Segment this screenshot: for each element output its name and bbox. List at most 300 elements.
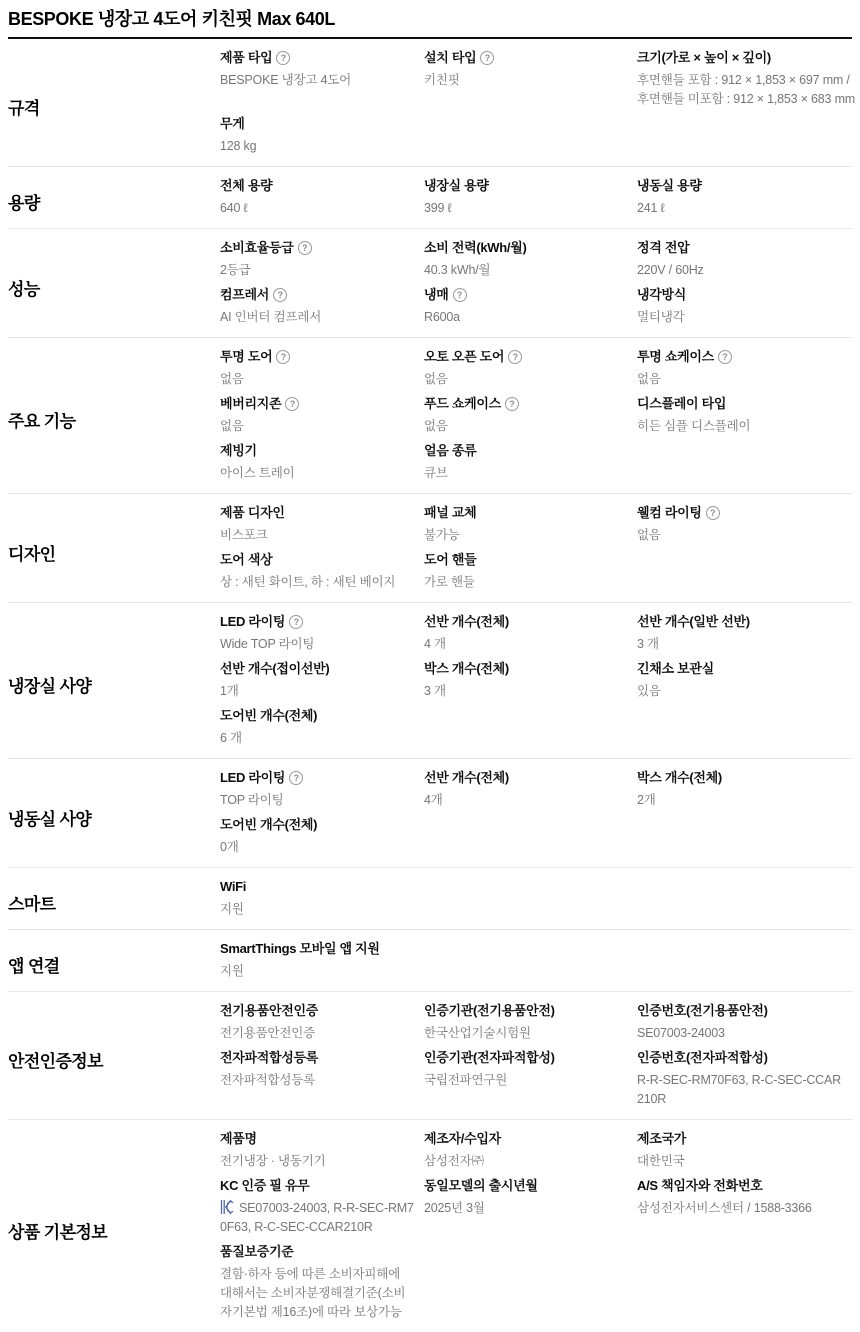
spec-value (424, 308, 627, 327)
spec-label (637, 770, 842, 786)
spec-cell (220, 1178, 424, 1237)
spec-label-text: 냉장실 용량 (424, 178, 489, 193)
spec-value (424, 1152, 627, 1171)
spec-label-text: 설치 타입 (424, 50, 477, 65)
spec-cell (220, 817, 424, 857)
spec-label-text: 선반 개수(일반 선반) (637, 614, 750, 629)
section-grid (220, 614, 852, 755)
section-title-main-features: 주요 기능 (8, 412, 76, 431)
section-main-features (8, 338, 852, 494)
spec-value (220, 635, 414, 654)
spec-value (220, 573, 414, 592)
info-icon[interactable]: ? (453, 288, 467, 302)
spec-value (637, 1071, 842, 1109)
spec-value-line (424, 635, 627, 654)
spec-label-text: 무게 (220, 116, 245, 131)
spec-label-text: LED 라이팅 (220, 770, 286, 785)
section-fridge-specs (8, 603, 852, 759)
spec-label-text: KC 인증 필 유무 (220, 1178, 310, 1193)
page-header (8, 0, 852, 39)
section-title-dimensions: 규격 (8, 99, 40, 118)
spec-cell (220, 287, 424, 327)
spec-label (637, 178, 842, 194)
spec-value-line (220, 838, 414, 857)
spec-value (424, 573, 627, 592)
spec-value-text: 후면핸들 포함 : 912 × 1,853 × 697 mm / (637, 73, 850, 87)
spec-label-text: 도어 색상 (220, 552, 273, 567)
spec-cell (424, 1003, 637, 1043)
spec-value-line (220, 1071, 414, 1090)
spec-value-line (220, 71, 414, 90)
spec-value (220, 900, 414, 919)
spec-cell (220, 1244, 424, 1322)
spec-cell (424, 178, 637, 218)
spec-value (220, 308, 414, 327)
section-title-product-basic-info: 상품 기본정보 (8, 1222, 108, 1242)
spec-cell (220, 396, 424, 436)
spec-value-text: 아이스 트레이 (220, 466, 295, 480)
spec-label-text: 웰컴 라이팅 (637, 505, 702, 520)
spec-value-text: BESPOKE 냉장고 4도어 (220, 73, 352, 87)
spec-value-text: 없음 (637, 372, 661, 386)
spec-value-line (637, 1152, 842, 1171)
section-title-capacity: 용량 (8, 194, 40, 213)
spec-value-text: 4개 (424, 793, 443, 807)
spec-value (637, 1024, 842, 1043)
spec-value-line (637, 370, 842, 389)
spec-value-text: 키친핏 (424, 73, 460, 87)
section-grid (220, 178, 852, 225)
spec-cell (220, 1003, 424, 1043)
spec-value-line (424, 464, 627, 483)
spec-value-text: 국립전파연구원 (424, 1073, 508, 1087)
spec-value (424, 417, 627, 436)
spec-value-text: 지원 (220, 902, 244, 916)
spec-value-line (424, 370, 627, 389)
info-icon[interactable]: ? (289, 771, 303, 785)
info-icon[interactable]: ? (718, 350, 732, 364)
spec-value-text: 불가능 (424, 528, 460, 542)
spec-label-text: 인증번호(전기용품안전) (637, 1003, 768, 1018)
spec-label (424, 178, 627, 194)
spec-value-text: 비스포크 (220, 528, 268, 542)
spec-value (637, 682, 842, 701)
section-grid (220, 879, 852, 926)
spec-value (424, 791, 627, 810)
spec-value-line (424, 1071, 627, 1090)
spec-value (424, 261, 627, 280)
spec-label (220, 1003, 414, 1019)
spec-value-line (220, 682, 414, 701)
spec-value-text: 2025년 3월 (424, 1201, 485, 1215)
spec-label (424, 1178, 627, 1194)
spec-value-text: 1개 (220, 684, 239, 698)
spec-label-text: 인증기관(전자파적합성) (424, 1050, 555, 1065)
spec-value-text: AI 인버터 컴프레서 (220, 310, 322, 324)
spec-cell (220, 941, 424, 981)
spec-value-text: 전자파적합성등록 (220, 1073, 316, 1087)
spec-label (220, 614, 414, 630)
spec-label-text: WiFi (220, 879, 247, 894)
spec-value-line (637, 71, 855, 90)
spec-label (424, 1131, 627, 1147)
spec-label (220, 817, 414, 833)
spec-label-text: 크기(가로 × 높이 × 깊이) (637, 50, 771, 65)
spec-label-text: 제품 타입 (220, 50, 273, 65)
spec-value-text: 2등급 (220, 263, 251, 277)
spec-cell (424, 287, 637, 327)
section-grid (220, 1131, 852, 1329)
spec-value (637, 308, 842, 327)
spec-label (220, 941, 414, 957)
spec-value-line (637, 261, 842, 280)
spec-value (637, 1152, 842, 1171)
spec-label (220, 770, 414, 786)
spec-value-line (424, 71, 627, 90)
info-icon[interactable]: ? (276, 51, 290, 65)
spec-label (220, 708, 414, 724)
spec-value (220, 370, 414, 389)
spec-cell (424, 1131, 637, 1171)
spec-value-text: 128 kg (220, 139, 257, 153)
spec-cell (220, 708, 424, 748)
spec-value-text: 220V / 60Hz (637, 263, 704, 277)
spec-label (220, 1244, 414, 1260)
spec-value-line (637, 90, 855, 109)
spec-cell (637, 50, 860, 109)
spec-label-text: 선반 개수(전체) (424, 614, 509, 629)
spec-label-text: 인증기관(전기용품안전) (424, 1003, 555, 1018)
spec-cell (220, 505, 424, 545)
spec-cell (424, 661, 637, 701)
spec-value (220, 464, 414, 483)
spec-value-text: 4 개 (424, 637, 446, 651)
spec-value-text: 상 : 새틴 화이트, 하 : 새틴 베이지 (220, 575, 396, 589)
spec-cell (637, 614, 852, 654)
spec-value-line (424, 261, 627, 280)
spec-label-text: 패널 교체 (424, 505, 477, 520)
spec-value (220, 838, 414, 857)
spec-value-line (424, 1199, 627, 1218)
spec-value-line (220, 526, 414, 545)
section-title-design: 디자인 (8, 544, 56, 564)
spec-value (220, 1024, 414, 1043)
spec-value (424, 464, 627, 483)
spec-value (220, 261, 414, 280)
spec-label-text: 전체 용량 (220, 178, 273, 193)
info-icon[interactable]: ? (289, 615, 303, 629)
spec-cell (637, 240, 852, 280)
spec-label (637, 50, 855, 66)
spec-label-text: 긴채소 보관실 (637, 661, 714, 676)
spec-label (220, 1178, 414, 1194)
spec-cell (220, 770, 424, 810)
info-icon[interactable]: ? (505, 397, 519, 411)
spec-value-text: SE07003-24003, R-R-SEC-RM70F63, R-C-SEC-CCAR210R (220, 1201, 414, 1234)
spec-cell (637, 1178, 852, 1218)
spec-label (637, 1131, 842, 1147)
spec-value-text: 3 개 (637, 637, 659, 651)
spec-value-line (220, 573, 414, 592)
spec-value (637, 1199, 842, 1218)
spec-label-text: 제조국가 (637, 1131, 687, 1146)
spec-cell (220, 1050, 424, 1090)
spec-value-line (637, 417, 842, 436)
section-grid (220, 941, 852, 988)
spec-cell (220, 614, 424, 654)
spec-label (637, 614, 842, 630)
spec-cell (637, 1003, 852, 1043)
spec-value-line (424, 308, 627, 327)
spec-cell (424, 614, 637, 654)
spec-value (424, 682, 627, 701)
spec-label-text: 도어빈 개수(전체) (220, 817, 318, 832)
spec-value-line (637, 682, 842, 701)
spec-value-text: 지원 (220, 964, 244, 978)
spec-label-text: 동일모델의 출시년월 (424, 1178, 538, 1193)
spec-cell (424, 349, 637, 389)
spec-label-text: 냉동실 용량 (637, 178, 702, 193)
section-title-app-connect: 앱 연결 (8, 957, 60, 976)
spec-label (424, 505, 627, 521)
spec-value-text: R-R-SEC-RM70F63, R-C-SEC-CCAR210R (637, 1073, 841, 1106)
spec-value-text: 전기용품안전인증 (220, 1026, 316, 1040)
spec-value (424, 199, 627, 218)
spec-cell (424, 1050, 637, 1090)
spec-value (220, 962, 414, 981)
spec-label (637, 349, 842, 365)
spec-label-text: 정격 전압 (637, 240, 690, 255)
section-title-smart: 스마트 (8, 895, 56, 914)
spec-value-line (220, 900, 414, 919)
spec-label (220, 1131, 414, 1147)
spec-value (220, 1071, 414, 1090)
spec-value-line (220, 1024, 414, 1043)
spec-label-text: LED 라이팅 (220, 614, 286, 629)
spec-value (220, 682, 414, 701)
section-certification (8, 992, 852, 1120)
spec-label-text: 도어빈 개수(전체) (220, 708, 318, 723)
spec-label (220, 661, 414, 677)
spec-value-text: 전기냉장 · 냉동기기 (220, 1154, 326, 1168)
spec-value-line (424, 417, 627, 436)
spec-label (637, 396, 842, 412)
spec-label-text: 투명 도어 (220, 349, 273, 364)
spec-label-text: 박스 개수(전체) (424, 661, 509, 676)
spec-value (424, 370, 627, 389)
spec-label (424, 287, 627, 303)
spec-value-line (637, 308, 842, 327)
spec-value (220, 1265, 414, 1322)
spec-label (220, 505, 414, 521)
spec-value (424, 1199, 627, 1218)
spec-value-text: 3 개 (424, 684, 446, 698)
section-dimensions (8, 39, 855, 167)
spec-label (424, 770, 627, 786)
spec-label-text: 박스 개수(전체) (637, 770, 722, 785)
spec-value-text: 가로 핸들 (424, 575, 475, 589)
spec-value (220, 417, 414, 436)
spec-label (637, 240, 842, 256)
spec-label-text: 품질보증기준 (220, 1244, 294, 1259)
spec-value (220, 1199, 414, 1237)
spec-value-line (637, 1071, 842, 1109)
spec-label-text: 소비효율등급 (220, 240, 294, 255)
spec-label-text: 선반 개수(전체) (424, 770, 509, 785)
spec-label-text: 전기용품안전인증 (220, 1003, 319, 1018)
spec-value (637, 791, 842, 810)
spec-cell (637, 770, 852, 810)
spec-value-line (637, 199, 842, 218)
spec-value (637, 199, 842, 218)
spec-value-text: 히든 심플 디스플레이 (637, 419, 751, 433)
spec-label (220, 552, 414, 568)
spec-value (637, 635, 842, 654)
spec-label-text: 전자파적합성등록 (220, 1050, 319, 1065)
spec-label (220, 443, 414, 459)
spec-label (220, 349, 414, 365)
spec-label-text: A/S 책임자와 전화번호 (637, 1178, 763, 1193)
spec-value-line (637, 635, 842, 654)
spec-value-text: 2개 (637, 793, 656, 807)
spec-value (220, 137, 414, 156)
spec-value (424, 1071, 627, 1090)
spec-value-line (424, 199, 627, 218)
spec-label (220, 396, 414, 412)
spec-value (220, 791, 414, 810)
spec-value-text: 삼성전자㈜ (424, 1154, 484, 1168)
spec-value (637, 71, 855, 109)
spec-label-text: 오토 오픈 도어 (424, 349, 505, 364)
spec-cell (637, 1131, 852, 1171)
section-capacity (8, 167, 852, 229)
spec-cell (220, 1131, 424, 1171)
spec-cell (220, 50, 424, 90)
spec-label (424, 1003, 627, 1019)
spec-value-line (637, 791, 842, 810)
spec-value-text: Wide TOP 라이팅 (220, 637, 315, 651)
info-icon[interactable]: ? (508, 350, 522, 364)
spec-value-line (424, 526, 627, 545)
spec-value (637, 526, 842, 545)
spec-label-text: 소비 전력(kWh/월) (424, 240, 527, 255)
spec-cell (424, 1178, 637, 1218)
section-title-certification: 안전인증정보 (8, 1052, 103, 1071)
spec-label (637, 287, 842, 303)
spec-label (220, 287, 414, 303)
section-grid (220, 50, 860, 163)
info-icon[interactable]: ? (706, 506, 720, 520)
spec-cell (220, 661, 424, 701)
spec-cell (637, 505, 852, 545)
spec-value-text: 241 ℓ (637, 201, 665, 215)
spec-label-text: 투명 쇼케이스 (637, 349, 714, 364)
info-icon[interactable]: ? (480, 51, 494, 65)
spec-value-text: 399 ℓ (424, 201, 452, 215)
spec-value (424, 526, 627, 545)
spec-value-text: 없음 (424, 419, 448, 433)
spec-label (424, 396, 627, 412)
section-grid (220, 1003, 852, 1116)
info-icon[interactable]: ? (276, 350, 290, 364)
spec-value-line (220, 370, 414, 389)
spec-cell (637, 396, 852, 436)
spec-value-text: 없음 (220, 372, 244, 386)
spec-table (8, 39, 855, 1332)
spec-label-text: 냉각방식 (637, 287, 687, 302)
spec-value-line (220, 137, 414, 156)
spec-value-line (220, 417, 414, 436)
spec-value (220, 729, 414, 748)
spec-value (637, 261, 842, 280)
spec-value-line (220, 635, 414, 654)
spec-value (637, 370, 842, 389)
spec-value (424, 635, 627, 654)
section-grid (220, 770, 852, 864)
spec-label (424, 552, 627, 568)
spec-label (220, 879, 414, 895)
page-title: BESPOKE 냉장고 4도어 키친핏 Max 640L (8, 9, 335, 29)
spec-cell (424, 770, 637, 810)
spec-cell (637, 349, 852, 389)
spec-cell (220, 240, 424, 280)
spec-value-line (424, 791, 627, 810)
spec-label-text: 제빙기 (220, 443, 257, 458)
spec-value-text: R600a (424, 310, 460, 324)
spec-label (220, 1050, 414, 1066)
spec-cell (424, 240, 637, 280)
spec-value-line (220, 1152, 414, 1171)
spec-label-text: 냉매 (424, 287, 449, 302)
spec-cell (637, 287, 852, 327)
spec-label (424, 1050, 627, 1066)
spec-cell (220, 349, 424, 389)
info-icon[interactable]: ? (285, 397, 299, 411)
section-title-fridge-specs: 냉장실 사양 (8, 677, 92, 696)
spec-value-text: 큐브 (424, 466, 448, 480)
spec-label (424, 50, 627, 66)
spec-value-line (424, 1152, 627, 1171)
spec-label-text: SmartThings 모바일 앱 지원 (220, 941, 380, 956)
spec-label (424, 661, 627, 677)
spec-value (220, 71, 414, 90)
spec-value (637, 417, 842, 436)
spec-value (220, 1152, 414, 1171)
spec-value-text: 결함·하자 등에 따른 소비자피해에 대해서는 소비자분쟁해결기준(소비자기본법 제16조)에 따라 보상가능 (220, 1267, 406, 1319)
section-app-connect (8, 930, 852, 992)
spec-value-line (220, 308, 414, 327)
spec-value-line (424, 682, 627, 701)
spec-label (424, 349, 627, 365)
spec-label (220, 240, 414, 256)
spec-label-text: 컴프레서 (220, 287, 270, 302)
spec-value-line (424, 573, 627, 592)
spec-label (220, 50, 414, 66)
spec-value-line (637, 1199, 842, 1218)
spec-value-text: 없음 (637, 528, 661, 542)
spec-label-text: 도어 핸들 (424, 552, 477, 567)
info-icon[interactable]: ? (298, 241, 312, 255)
section-grid (220, 505, 852, 599)
info-icon[interactable]: ? (273, 288, 287, 302)
spec-label-text: 제품명 (220, 1131, 257, 1146)
spec-cell (424, 443, 637, 483)
spec-label (637, 661, 842, 677)
spec-value-text: 640 ℓ (220, 201, 248, 215)
spec-label (424, 443, 627, 459)
spec-value-line (637, 1024, 842, 1043)
spec-label (220, 178, 414, 194)
